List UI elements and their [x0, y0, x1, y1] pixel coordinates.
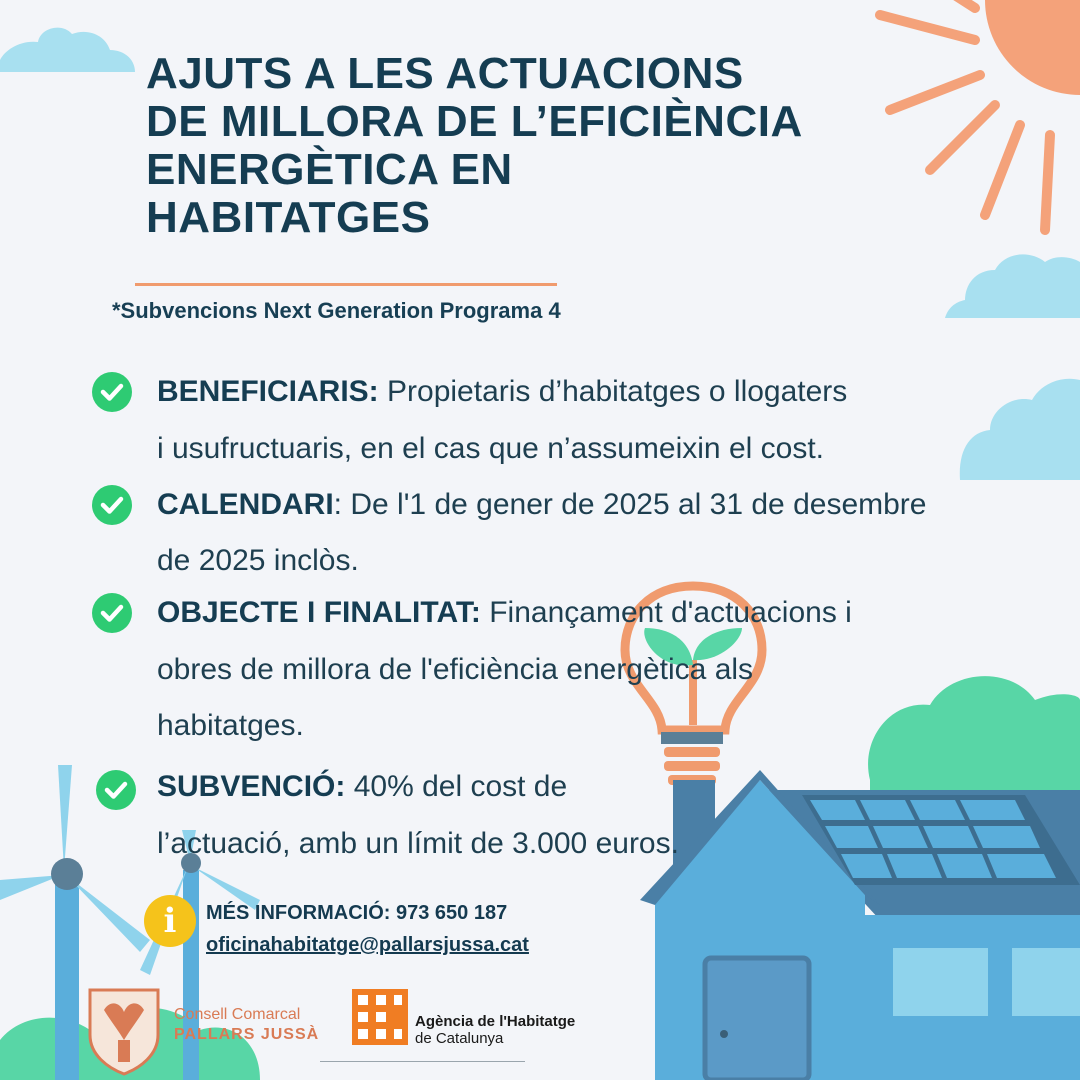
beneficiaris-text: Propietaris d’habitatges o llogaters: [378, 375, 848, 408]
info-icon: i: [144, 895, 196, 947]
calendari-heading: CALENDARI: [157, 488, 334, 521]
title-line: AJUTS A LES ACTUACIONS: [146, 49, 744, 98]
objecte-heading: OBJECTE I FINALITAT:: [157, 596, 481, 629]
beneficiaris-line-1: [157, 377, 847, 407]
consell-comarcal-name: [174, 1005, 319, 1045]
more-info-phone: MÉS INFORMACIÓ: 973 650 187: [206, 902, 508, 924]
check-icon: [92, 593, 132, 633]
calendari-text: : De l'1 de gener de 2025 al 31 de desembre: [333, 488, 927, 521]
subvencio-line-2: l’actuació, amb un límit de 3.000 euros.: [157, 827, 679, 860]
cloud-icon: [960, 379, 1080, 480]
agencia-habitatge-logo: [352, 989, 408, 1045]
contact-email-link[interactable]: oficinahabitatge@pallarsjussa.cat: [206, 934, 529, 956]
objecte-line-2: obres de millora de l'eficiència energètica als: [157, 653, 754, 686]
beneficiaris-line-2: i usufructuaris, en el cas que n’assumeixin el cost.: [157, 432, 824, 465]
subvencio-text: 40% del cost de: [345, 770, 568, 803]
subvencio-heading: SUBVENCIÓ:: [157, 770, 346, 803]
consell-line-2: PALLARS JUSSÀ: [174, 1026, 320, 1043]
house-icon: [640, 770, 1080, 1080]
objecte-line-1: [157, 598, 852, 628]
consell-line-1: Consell Comarcal: [174, 1006, 301, 1023]
beneficiaris-heading: BENEFICIARIS:: [157, 375, 379, 408]
check-icon: [96, 770, 136, 810]
title-line: DE MILLORA DE L’EFICIÈNCIA: [146, 97, 803, 146]
cloud-icon: [0, 28, 135, 72]
bush-icon: [868, 676, 1080, 800]
title-line: ENERGÈTICA EN: [146, 145, 513, 194]
page-title: [146, 50, 906, 242]
footer-divider: [320, 1061, 525, 1062]
title-divider: [135, 283, 557, 286]
check-icon: [92, 485, 132, 525]
agencia-line-1: Agència de l'Habitatge: [415, 1013, 576, 1030]
calendari-line-1: [157, 490, 926, 520]
agencia-line-2: de Catalunya: [415, 1030, 504, 1047]
objecte-line-3: habitatges.: [157, 709, 304, 742]
sun-icon: [880, 0, 1080, 230]
title-line: HABITATGES: [146, 193, 431, 242]
objecte-text: Finançament d'actuacions i: [480, 596, 852, 629]
subvencio-line-1: [157, 772, 567, 802]
cloud-icon: [945, 254, 1080, 318]
subtitle: *Subvencions Next Generation Programa 4: [112, 298, 561, 323]
agencia-habitatge-name: [415, 1013, 575, 1047]
check-icon: [92, 372, 132, 412]
calendari-line-2: de 2025 inclòs.: [157, 544, 359, 577]
